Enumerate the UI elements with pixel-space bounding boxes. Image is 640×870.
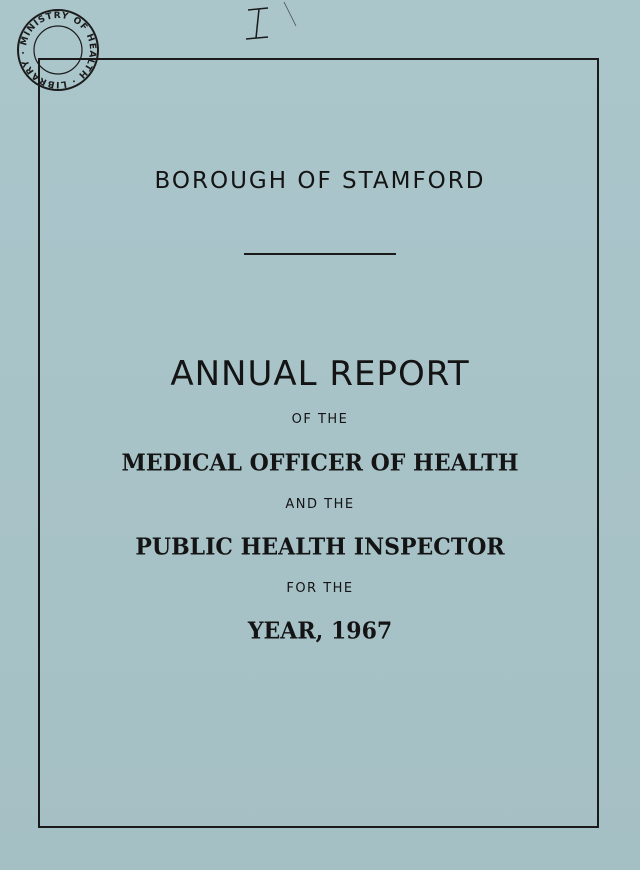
svg-text:MINISTRY OF HEALTH · LIBRARY ·: MINISTRY OF HEALTH · LIBRARY · bbox=[18, 10, 98, 90]
connector-and-the: AND THE bbox=[285, 497, 355, 512]
borough-heading: BOROUGH OF STAMFORD bbox=[154, 168, 486, 194]
report-year: YEAR, 1967 bbox=[247, 616, 393, 646]
divider-rule bbox=[244, 253, 396, 255]
connector-for-the: FOR THE bbox=[286, 581, 354, 596]
report-title: ANNUAL REPORT bbox=[170, 354, 470, 394]
handwritten-shelf-mark bbox=[238, 0, 298, 44]
medical-officer-line: MEDICAL OFFICER OF HEALTH bbox=[121, 448, 519, 478]
connector-of-the: OF THE bbox=[291, 412, 349, 427]
public-health-inspector-line: PUBLIC HEALTH INSPECTOR bbox=[135, 532, 505, 562]
